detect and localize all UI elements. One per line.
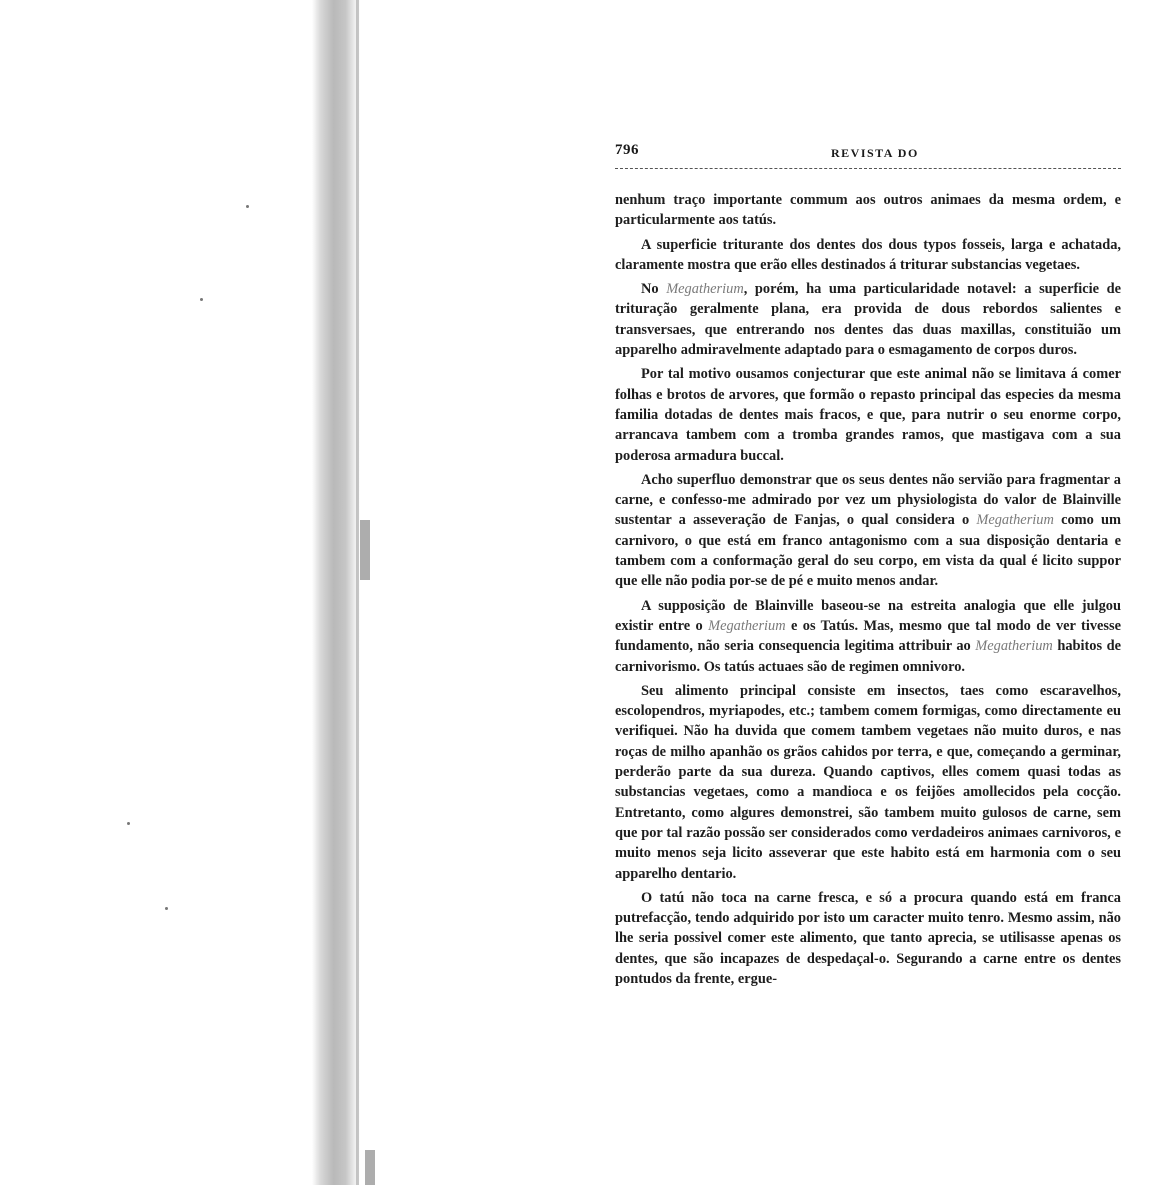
paragraph-text: O tatú não toca na carne fresca, e só a procura quando está em franca putrefacção, tendo adquirido por isto um caracter muito tenro. Mesmo assim, não lhe seria possivel comer este alimento, que tanto aprecia, se utilisasse apenas os dentes, que são incapazes de despedaçal-o. Segurando a carne entre os dentes pontudos da frente, ergue- <box>615 889 1121 987</box>
gutter-blemish <box>365 1150 375 1185</box>
header-rule <box>615 168 1121 169</box>
scan-speck <box>200 298 203 301</box>
paragraph-text: No <box>641 281 667 298</box>
paragraph-text: A supposição de Blainville baseou-se na estreita analogia que elle julgou existir entre o <box>615 597 1121 634</box>
paragraph-text: e os Tatús. Mas, mesmo que tal modo de ver tivesse fundamento, não seria consequencia legitima attribuir ao <box>615 617 1121 655</box>
paragraph-text: , porém, ha uma particularidade notavel: a superficie de trituração geralmente plana, era provida de dous rebordos salientes e transversaes, que entrerando nos dentes das duas maxillas, constituião um apparelho admiravelmente adaptado para o esmagamento de corpos duros. <box>615 281 1121 359</box>
book-gutter-shadow <box>312 0 360 1185</box>
paragraph-text: Por tal motivo ousamos conjecturar que este animal não se limitava á comer folhas e brotos de arvores, que formão o repasto principal das especies da mesma familia dotadas de dentes mais fracos, e que, para nutrir o seu enorme corpo, arrancava tambem com a tromba grandes ramos, que mastigava com a sua poderosa armadura buccal. <box>615 366 1121 464</box>
body-paragraph <box>615 279 1121 360</box>
scan-speck <box>165 907 168 910</box>
body-paragraph <box>615 681 1121 884</box>
body-paragraph <box>615 190 1121 231</box>
scan-speck <box>246 205 249 208</box>
body-paragraph <box>615 596 1121 677</box>
body-paragraph <box>615 235 1121 276</box>
italic-term: Megatherium <box>975 638 1053 655</box>
running-head: REVISTA DO <box>831 146 919 160</box>
scan-speck <box>127 822 130 825</box>
paragraph-text: Seu alimento principal consiste em insectos, taes como escaravelhos, escolopendros, myriapodes, etc.; tambem comem formigas, como directamente eu verifiquei. Não ha duvida que comem tambem vegetaes não muito duros, e nas roças de milho apanhão os grãos cahidos por terra, e que, começando a germinar, perderão parte da sua dureza. Quando captivos, elles comem quasi todas as substancias vegetaes, como a mandioca e os feijões amollecidos pela cocção. Entretanto, como algures demonstrei, são tambem muito gulosos de carne, sem que por tal razão possão ser considerados como verdadeiros animaes carnivoros, e muito menos seja licito asseverar que este habito está em harmonia com o seu apparelho dentario. <box>615 682 1121 882</box>
paragraph-text: como um carnivoro, o que está em franco antagonismo com a sua disposição dentaria e tambem com a conformação geral do seu corpo, em vista da qual é licito suppor que elle não podia por-se de pé e muito menos andar. <box>615 512 1122 590</box>
body-paragraph <box>615 888 1121 989</box>
paragraph-text: habitos de carnivorismo. Os tatús actuaes são de regimen omnivoro. <box>615 638 1122 675</box>
italic-term: Megatherium <box>666 281 744 298</box>
page-header <box>615 142 1120 164</box>
gutter-blemish <box>360 520 370 580</box>
italic-term: Megatherium <box>708 617 786 634</box>
page-number: 796 <box>615 142 639 158</box>
body-paragraph <box>615 364 1121 465</box>
paragraph-text: A superficie triturante dos dentes dos dous typos fosseis, larga e achatada, claramente mostra que erão elles destinados á triturar substancias vegetaes. <box>615 236 1121 273</box>
paragraph-text: nenhum traço importante commum aos outros animaes da mesma ordem, e particularmente aos tatús. <box>615 192 1121 229</box>
left-page-edge <box>356 0 359 1185</box>
body-paragraph <box>615 470 1121 592</box>
italic-term: Megatherium <box>976 512 1054 529</box>
page-body <box>615 190 1121 993</box>
paragraph-text: Acho superfluo demonstrar que os seus dentes não servião para fragmentar a carne, e confesso-me admirado por vez um physiologista do valor de Blainville sustentar a asseveração de Fanjas, o qual considera o <box>615 471 1121 529</box>
